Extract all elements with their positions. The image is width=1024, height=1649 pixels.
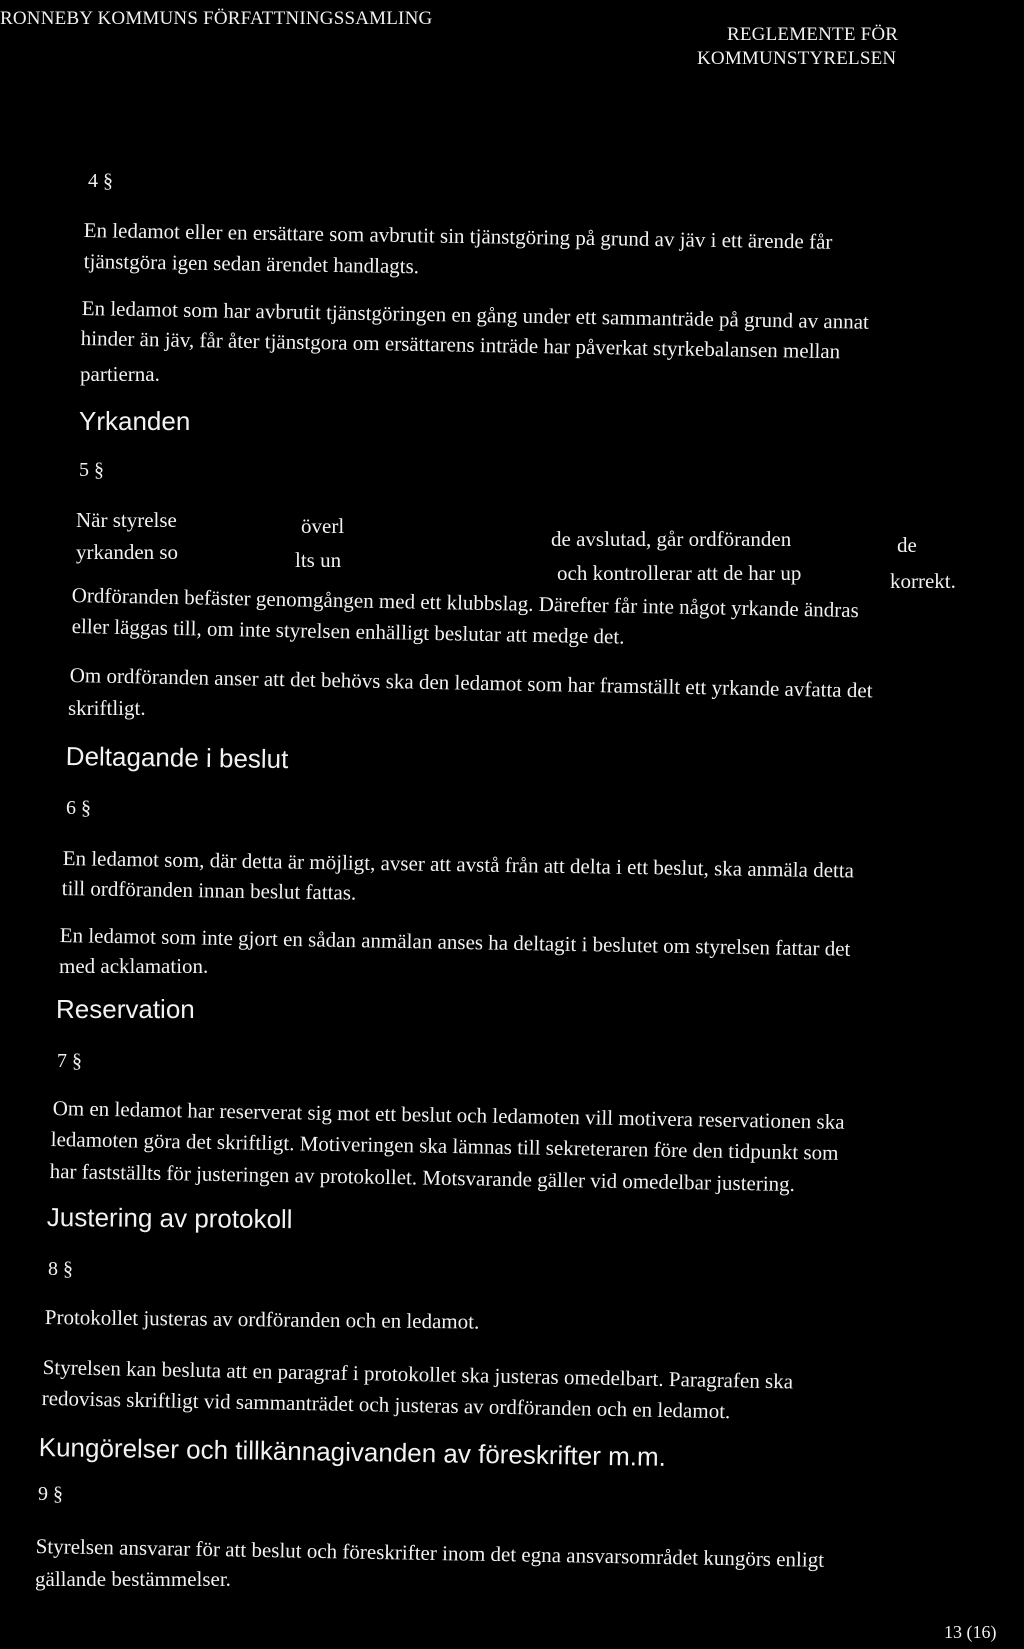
section-7-paragraph-1-line-3: har fastställts för justeringen av protokollet. Motsvarande gäller vid omedelbar justering. [49,1158,796,1197]
section-5-fragment-a2: yrkanden so [76,540,179,564]
section-6-paragraph-2-line-2: med acklamation. [59,954,209,978]
section-4-paragraph-1-line-1: En ledamot eller en ersättare som avbrutit sin tjänstgöring på grund av jäv i ett ärende får [83,217,833,254]
header-document-title-line2: KOMMUNSTYRELSEN [697,48,897,69]
heading-justering-av-protokoll: Justering av protokoll [46,1202,293,1235]
section-5-paragraph-2-line-1: Ordföranden befäster genomgången med ett klubbslag. Därefter får inte något yrkande ändras [71,582,859,623]
heading-kungorelser: Kungörelser och tillkännagivanden av föreskrifter m.m. [38,1432,667,1472]
section-5-fragment-b2: lts un [295,548,342,572]
section-7-paragraph-1-line-1: Om en ledamot har reserverat sig mot ett beslut och ledamoten vill motivera reservationen ska [52,1095,845,1134]
section-5-fragment-d2: korrekt. [890,569,956,593]
section-6-number: 6 § [66,797,91,819]
section-5-fragment-c2: och kontrollerar att de har up [557,561,802,585]
section-4-paragraph-1-line-2: tjänstgöra igen sedan ärendet handlagts. [83,248,420,279]
page-number: 13 (16) [944,1622,997,1642]
section-5-paragraph-3-line-2: skriftligt. [68,696,146,720]
section-9-paragraph-1-line-1: Styrelsen ansvarar för att beslut och föreskrifter inom det egna ansvarsområdet kungörs enligt [35,1533,825,1572]
section-8-number: 8 § [48,1258,73,1280]
section-9-paragraph-1-line-2: gällande bestämmelser. [35,1567,231,1591]
section-5-number: 5 § [79,459,104,481]
section-4-number: 4 § [88,170,113,192]
section-6-paragraph-1-line-2: till ordföranden innan beslut fattas. [61,875,357,905]
section-5-fragment-b1: överl [301,514,345,538]
section-7-paragraph-1-line-2: ledamoten göra det skriftligt. Motiveringen ska lämnas till sekreteraren före den tidpunkt som [50,1126,839,1165]
section-8-paragraph-2-line-1: Styrelsen kan besluta att en paragraf i protokollet ska justeras omedelbart. Paragrafen ska [42,1354,794,1394]
section-5-paragraph-3-line-1: Om ordföranden anser att det behövs ska den ledamot som har framställt ett yrkande avfatta det [69,662,873,703]
header-collection-title: RONNEBY KOMMUNS FÖRFATTNINGSSAMLING [0,8,433,29]
section-4-paragraph-2-line-1: En ledamot som har avbrutit tjänstgöringen en gång under ett sammanträde på grund av annat [81,295,870,334]
section-5-fragment-c1: de avslutad, går ordföranden [551,527,792,551]
section-5-fragment-d1: de [897,533,917,557]
section-4-paragraph-2-line-3: partierna. [80,362,160,386]
section-5-paragraph-2-line-2: eller läggas till, om inte styrelsen enhälligt beslutar att medge det. [71,613,625,649]
section-6-paragraph-2-line-1: En ledamot som inte gjort en sådan anmälan anses ha deltagit i beslutet om styrelsen fattar det [59,922,851,961]
section-7-number: 7 § [57,1050,82,1072]
section-8-paragraph-1: Protokollet justeras av ordföranden och en ledamot. [44,1304,480,1334]
section-9-number: 9 § [38,1483,63,1505]
heading-deltagande-i-beslut: Deltagande i beslut [65,741,289,775]
heading-yrkanden: Yrkanden [79,406,191,436]
section-5-fragment-a1: När styrelse [76,508,177,532]
section-4-paragraph-2-line-2: hinder än jäv, får åter tjänstgora om ersättarens inträde har påverkat styrkebalansen mellan [80,325,841,364]
heading-reservation: Reservation [56,994,195,1024]
section-8-paragraph-2-line-2: redovisas skriftligt vid sammanträdet och justeras av ordföranden och en ledamot. [41,1385,731,1424]
header-document-title-line1: REGLEMENTE FÖR [727,24,899,45]
section-6-paragraph-1-line-1: En ledamot som, där detta är möjligt, avser att avstå från att delta i ett beslut, ska anmäla detta [62,845,855,883]
